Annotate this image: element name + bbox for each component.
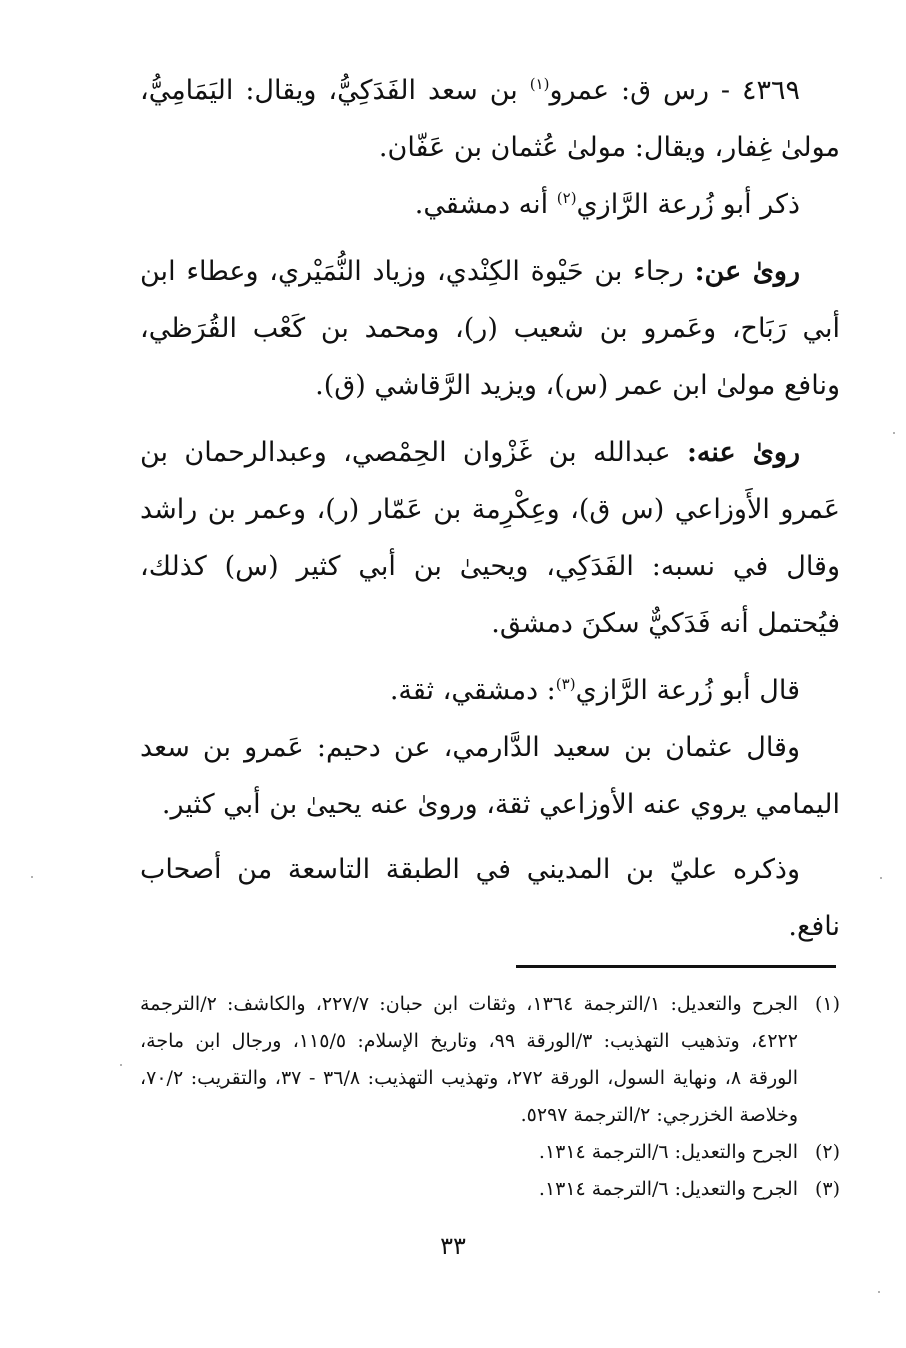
darimi-text: وقال عثمان بن سعيد الدَّارمي، عن دحيم: عَمرو بن سعد اليمامي يروي عنه الأوزاعي ثقة، وروىٰ عنه يحيىٰ بن أبي كثير. bbox=[140, 732, 840, 820]
origin-paragraph bbox=[140, 176, 840, 233]
narrated-by-paragraph bbox=[140, 424, 840, 652]
footnotes bbox=[140, 986, 840, 1208]
narrated-by-text: عبدالله بن غَزْوان الحِمْصي، وعبدالرحمان بن عَمرو الأَوزاعي (س ق)، وعِكْرِمة بن عَمّار (ر)، وعمر بن راشد وقال في نسبه: الفَدَكِي، ويحيىٰ بن أبي كثير (س) كذلك، فيُحتمل أنه فَدَكيٌّ سكنَ دمشق. bbox=[140, 437, 840, 639]
footnote-separator bbox=[516, 965, 836, 968]
page-number: ٣٣ bbox=[440, 1232, 466, 1260]
footnote-ref-2: (٢) bbox=[556, 189, 577, 207]
abu-zura-text-pre: قال أبو زُرعة الرَّازي bbox=[575, 675, 800, 706]
scan-speck bbox=[878, 1291, 880, 1293]
madini-statement bbox=[140, 841, 840, 955]
scan-speck bbox=[880, 877, 882, 879]
darimi-statement bbox=[140, 719, 840, 833]
scan-speck bbox=[31, 876, 33, 878]
narrated-from-text: رجاء بن حَيْوة الكِنْدي، وزياد النُّمَيْري، وعطاء ابن أبي رَبَاح، وعَمرو بن شعيب (ر)، ومحمد بن كَعْب القُرَظي، ونافع مولىٰ ابن عمر (س)، ويزيد الرَّقاشي (ق). bbox=[140, 256, 840, 401]
footnote-text: الجرح والتعديل: ٦/الترجمة ١٣١٤. bbox=[538, 1178, 798, 1200]
footnote-2 bbox=[140, 1134, 840, 1171]
footnote-text: الجرح والتعديل: ٦/الترجمة ١٣١٤. bbox=[538, 1141, 798, 1163]
footnote-number: (٣) bbox=[814, 1178, 840, 1200]
entry-text-pre: ٤٣٦٩ - رس ق: عمرو bbox=[549, 75, 800, 106]
footnote-number: (٢) bbox=[814, 1141, 840, 1163]
abu-zura-statement bbox=[140, 662, 840, 719]
scan-speck bbox=[120, 1064, 122, 1066]
footnote-3 bbox=[140, 1171, 840, 1208]
main-text bbox=[140, 62, 840, 955]
footnote-ref-3: (٣) bbox=[555, 675, 576, 693]
madini-text: وذكره عليّ بن المديني في الطبقة التاسعة من أصحاب نافع. bbox=[140, 854, 840, 942]
scan-speck bbox=[893, 432, 895, 434]
origin-text-pre: ذكر أبو زُرعة الرَّازي bbox=[576, 189, 800, 220]
entry-heading-paragraph bbox=[140, 62, 840, 176]
footnote-ref-1: (١) bbox=[529, 75, 550, 93]
narrated-by-label: روىٰ عنه: bbox=[686, 437, 800, 468]
footnote-text: الجرح والتعديل: ١/الترجمة ١٣٦٤، وثقات ابن حبان: ٢٢٧/٧، والكاشف: ٢/الترجمة ٤٢٢٢، وتذهيب التهذيب: ٣/الورقة ٩٩، وتاريخ الإسلام: ١١٥/٥، ورجال ابن ماجة، الورقة ٨، ونهاية السول، الورقة ٢٧٢، وتهذيب التهذيب: ٣٦/٨ - ٣٧، والتقريب: ٧٠/٢، وخلاصة الخزرجي: ٢/الترجمة ٥٢٩٧. bbox=[140, 993, 799, 1126]
footnote-1 bbox=[140, 986, 840, 1134]
entry-text-post: بن سعد الفَدَكِيُّ، ويقال: اليَمَامِيُّ، مولىٰ غِفار، ويقال: مولىٰ عُثمان بن عَفّان. bbox=[140, 75, 840, 163]
origin-text-post: أنه دمشقي. bbox=[414, 189, 557, 220]
abu-zura-text-post: : دمشقي، ثقة. bbox=[389, 675, 556, 706]
narrated-from-label: روىٰ عن: bbox=[694, 256, 800, 287]
narrated-from-paragraph bbox=[140, 243, 840, 414]
footnote-number: (١) bbox=[814, 993, 840, 1015]
